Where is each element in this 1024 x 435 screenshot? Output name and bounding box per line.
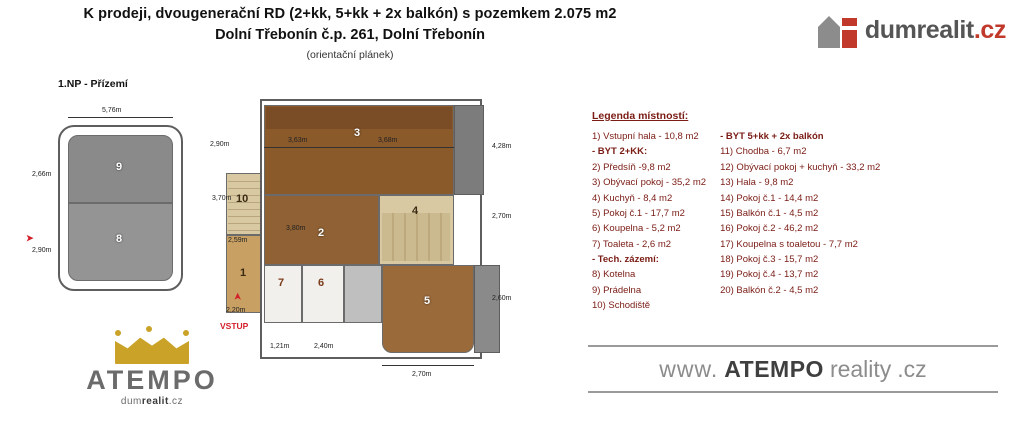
legend-item: 7) Toaleta - 2,6 m2 (592, 238, 672, 250)
dim-2-70m-bottom: 2,70m (412, 371, 432, 378)
right-extension (454, 105, 484, 195)
legend-item: 10) Schodiště (592, 300, 651, 312)
atempo-logo-sub (62, 396, 242, 407)
atempo-logo (62, 330, 242, 407)
legend-item: 19) Pokoj č.4 - 13,7 m2 (720, 269, 819, 281)
legend-item: 11) Chodba - 6,7 m2 (720, 146, 807, 158)
room-label-1: 1 (240, 267, 247, 279)
legend-item: 16) Pokoj č.2 - 46,2 m2 (720, 223, 819, 235)
dim-line-bottom (382, 365, 474, 366)
legend-column-1 (592, 129, 706, 314)
left-wing-outline (58, 125, 183, 291)
dim-1-21m: 1,21m (270, 343, 290, 350)
dumrealit-logo-name: dumrealit (864, 15, 974, 44)
room-label-10: 10 (236, 193, 249, 205)
dim-5-76m: 5,76m (102, 107, 122, 114)
website-atempo: ATEMPO (724, 355, 824, 382)
legend-item: 12) Obývací pokoj + kuchyň - 33,2 m2 (720, 161, 881, 173)
legend-item: 1) Vstupní hala - 10,8 m2 (592, 131, 699, 142)
entrance-label: VSTUP (220, 321, 249, 331)
room-label-5: 5 (424, 295, 431, 307)
legend-title: Legenda místností: (592, 110, 689, 122)
atempo-sub-tail: .cz (168, 396, 184, 407)
crown-icon (115, 330, 189, 364)
legend-item: 14) Pokoj č.1 - 14,4 m2 (720, 192, 819, 204)
entrance-arrow-bottom-icon: ➤ (232, 292, 243, 301)
legend-item: 18) Pokoj č.3 - 15,7 m2 (720, 254, 819, 265)
dumrealit-logo (818, 8, 1006, 52)
dim-2-60m: 2,60m (492, 295, 512, 302)
legend-item: 13) Hala - 9,8 m2 (720, 177, 794, 189)
legend-item: 4) Kuchyň - 8,4 m2 (592, 192, 673, 204)
dim-3-68m: 3,68m (378, 137, 398, 144)
legend-item: 9) Prádelna (592, 284, 642, 296)
document-header (0, 4, 700, 61)
legend-item: 2) Předsíň -9,8 m2 (592, 161, 671, 173)
legend (592, 110, 1012, 314)
dim-line-top-left (68, 117, 173, 118)
page-title-line1: K prodeji, dvougenerační RD (2+kk, 5+kk + 2x balkón) s pozemkem 2.075 m2 (83, 6, 617, 22)
legend-item: 3) Obývací pokoj - 35,2 m2 (592, 177, 707, 189)
atempo-sub-light: dum (120, 396, 142, 407)
legend-item: - BYT 2+KK: (592, 146, 648, 158)
dim-3-63m: 3,63m (288, 137, 308, 144)
dim-3-80m: 3,80m (286, 225, 306, 232)
room-label-9: 9 (116, 161, 123, 173)
page-subtitle: (orientační plánek) (306, 49, 394, 62)
legend-item: 15) Balkón č.1 - 4,5 m2 (720, 207, 819, 219)
dim-2-90m-top: 2,90m (210, 141, 230, 148)
website-reality: reality (829, 355, 892, 382)
dim-line-top-right (264, 147, 454, 148)
legend-column-2 (720, 129, 880, 314)
room-label-6: 6 (318, 277, 325, 289)
room-label-3: 3 (354, 127, 361, 139)
legend-item: - Tech. zázemí: (592, 254, 659, 265)
legend-item: - BYT 5+kk + 2x balkón (720, 131, 824, 142)
dim-2-20m: 2,20m (226, 307, 246, 314)
room-label-2: 2 (318, 227, 325, 239)
house-icon (818, 12, 858, 48)
legend-item: 17) Koupelna s toaletou - 7,7 m2 (720, 238, 858, 250)
website-banner (588, 345, 998, 393)
right-extension-2 (474, 265, 500, 353)
atempo-sub-bold: realit (141, 396, 169, 407)
dim-2-90m-left: 2,90m (32, 247, 52, 254)
dim-2-70m-left: 2,66m (32, 171, 52, 178)
room-label-8: 8 (116, 233, 123, 245)
dim-2-59m: 2,59m (228, 237, 248, 244)
legend-item: 8) Kotelna (592, 269, 636, 281)
legend-item: 6) Koupelna - 5,2 m2 (592, 223, 681, 235)
page-title-line2: Dolní Třebonín č.p. 261, Dolní Třebonín (215, 27, 485, 44)
dim-2-66m: 2,70m (492, 213, 512, 220)
legend-item: 5) Pokoj č.1 - 17,7 m2 (592, 207, 685, 219)
dumrealit-logo-text (864, 15, 1006, 44)
dumrealit-logo-suffix: .cz (973, 15, 1006, 44)
dim-4-28m: 4,28m (492, 143, 512, 150)
website-tld: .cz (897, 355, 927, 382)
floor-label: 1.NP - Přízemí (58, 78, 128, 90)
website-prefix: www. (659, 355, 719, 382)
room-label-7: 7 (278, 277, 285, 289)
dim-2-40m: 2,40m (314, 343, 334, 350)
atempo-logo-name: ATEMPO (86, 365, 218, 395)
entrance-arrow-left-icon: ➤ (26, 233, 34, 243)
dim-3-70m: 3,70m (212, 195, 232, 202)
room-label-4: 4 (412, 205, 419, 217)
legend-item: 20) Balkón č.2 - 4,5 m2 (720, 284, 819, 296)
